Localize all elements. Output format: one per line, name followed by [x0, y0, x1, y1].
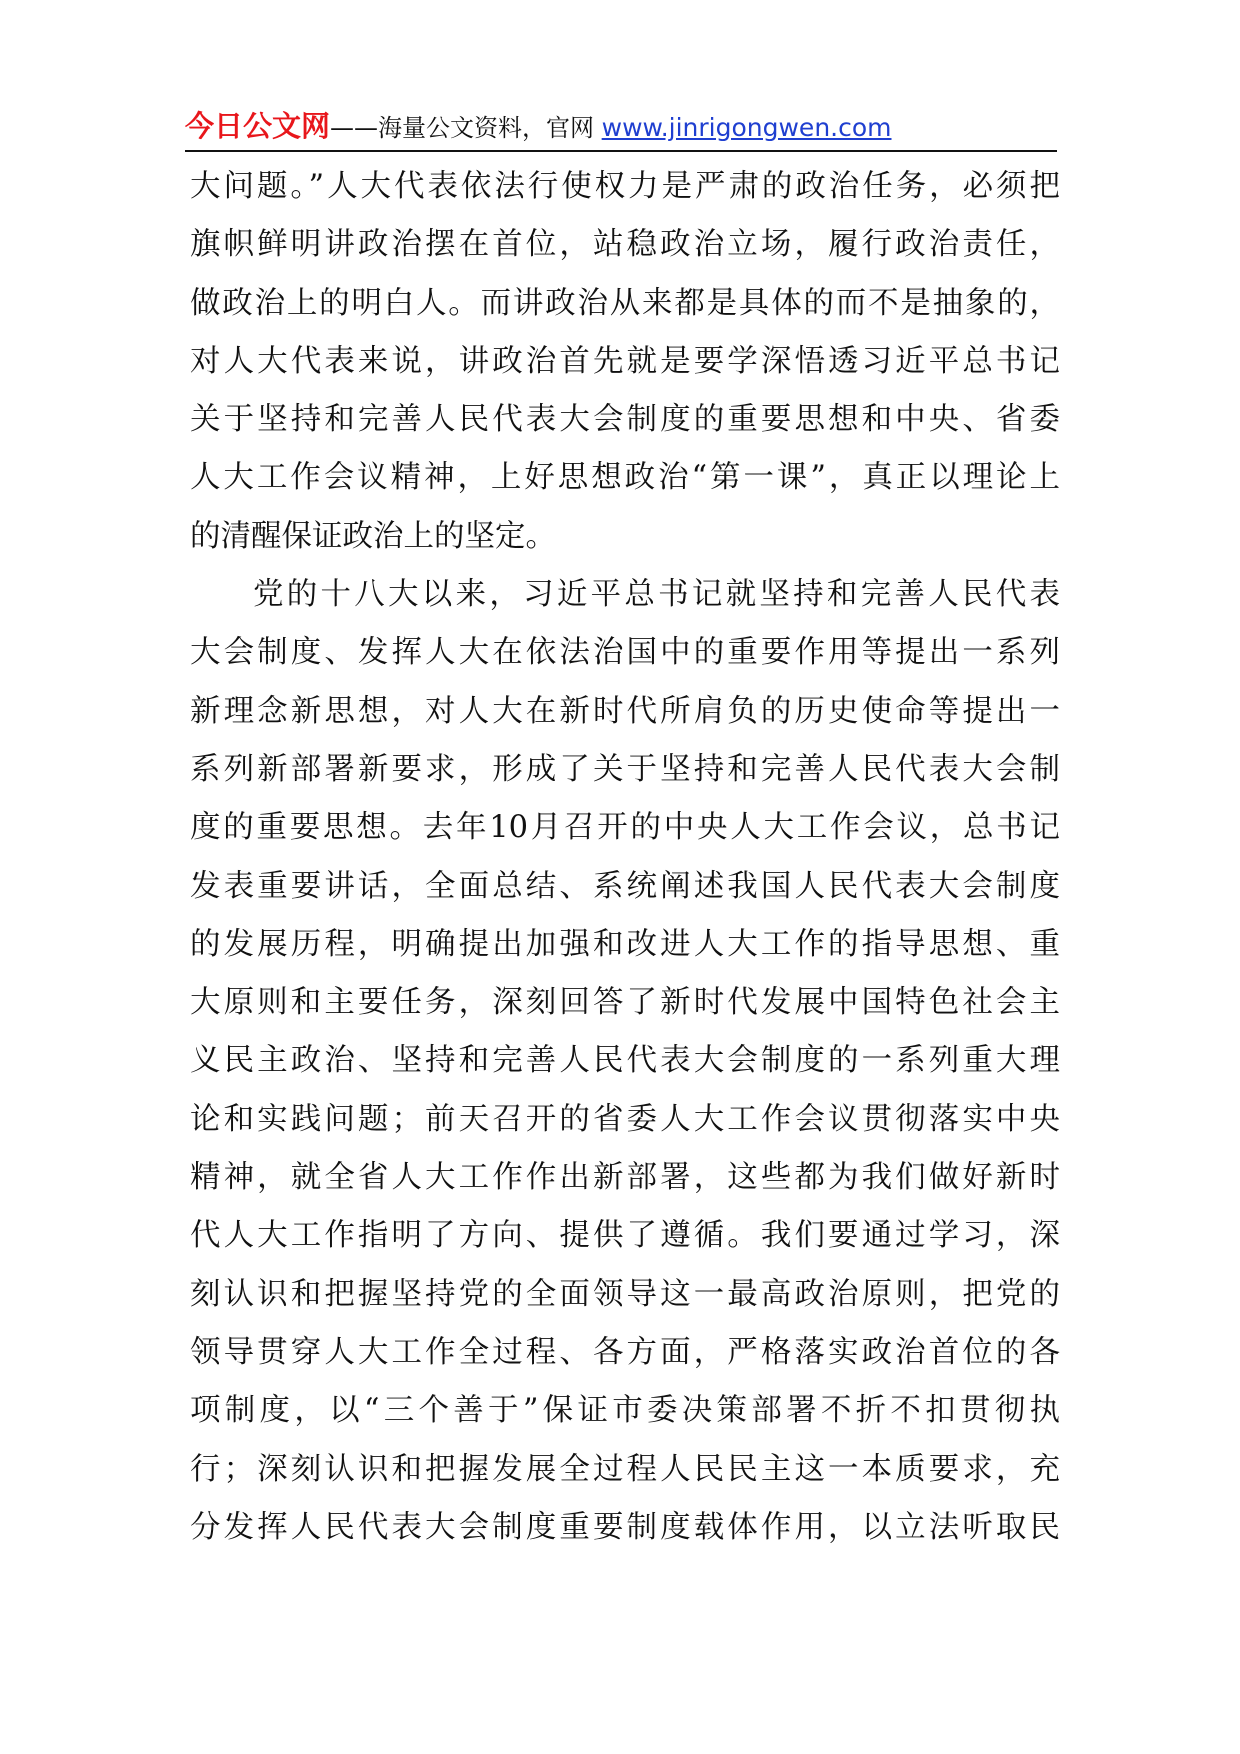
text-line: 刻认识和把握坚持党的全面领导这一最高政治原则，把党的: [190, 1276, 1060, 1312]
text-line: 对人大代表来说，讲政治首先就是要学深悟透习近平总书记: [190, 343, 1060, 379]
text-line: 义民主政治、坚持和完善人民代表大会制度的一系列重大理: [190, 1043, 1060, 1079]
text-line: 大原则和主要任务，深刻回答了新时代发展中国特色社会主: [190, 985, 1060, 1021]
text-line: 论和实践问题；前天召开的省委人大工作会议贯彻落实中央: [190, 1101, 1060, 1137]
text-line: 发表重要讲话，全面总结、系统阐述我国人民代表大会制度: [190, 868, 1060, 904]
text-line: 代人大工作指明了方向、提供了遵循。我们要通过学习，深: [190, 1218, 1060, 1254]
text-line: 领导贯穿人大工作全过程、各方面，严格落实政治首位的各: [190, 1334, 1060, 1370]
text-line: 大问题。”人大代表依法行使权力是严肃的政治任务，必须把: [190, 169, 1060, 204]
text-line: 行；深刻认识和把握发展全过程人民民主这一本质要求，充: [190, 1451, 1060, 1487]
text-line: 的清醒保证政治上的坚定。: [190, 518, 556, 554]
text-line: 精神，就全省人大工作作出新部署，这些都为我们做好新时: [190, 1160, 1060, 1196]
text-line: 大会制度、发挥人大在依法治国中的重要作用等提出一系列: [190, 635, 1060, 671]
text-line: 分发挥人民代表大会制度重要制度载体作用，以立法听取民: [190, 1509, 1060, 1545]
text-line: 系列新部署新要求，形成了关于坚持和完善人民代表大会制: [190, 751, 1060, 787]
text-line: 关于坚持和完善人民代表大会制度的重要思想和中央、省委: [190, 402, 1060, 438]
text-line: 项制度，以“三个善于”保证市委决策部署不折不扣贯彻执: [190, 1393, 1060, 1429]
text-line: 旗帜鲜明讲政治摆在首位，站稳政治立场，履行政治责任，: [190, 227, 1060, 263]
header-divider: [185, 150, 1057, 152]
page-header: [185, 104, 1055, 152]
paragraph-first-line: 党的十八大以来，习近平总书记就坚持和完善人民代表: [253, 577, 1060, 613]
text-line: 度的重要思想。去年10月召开的中央人大工作会议，总书记: [190, 810, 1060, 846]
text-line: 新理念新思想，对人大在新时代所肩负的历史使命等提出一: [190, 693, 1060, 729]
brand-name: 今日公文网: [185, 109, 331, 143]
text-line: 人大工作会议精神，上好思想政治“第一课”，真正以理论上: [190, 460, 1060, 496]
text-line: 的发展历程，明确提出加强和改进人大工作的指导思想、重: [190, 926, 1060, 962]
text-line: 做政治上的明白人。而讲政治从来都是具体的而不是抽象的，: [190, 285, 1060, 321]
website-link[interactable]: www.jinrigongwen.com: [601, 113, 892, 142]
header-slogan: ——海量公文资料，官网: [330, 114, 602, 142]
document-body: [190, 158, 1060, 1557]
